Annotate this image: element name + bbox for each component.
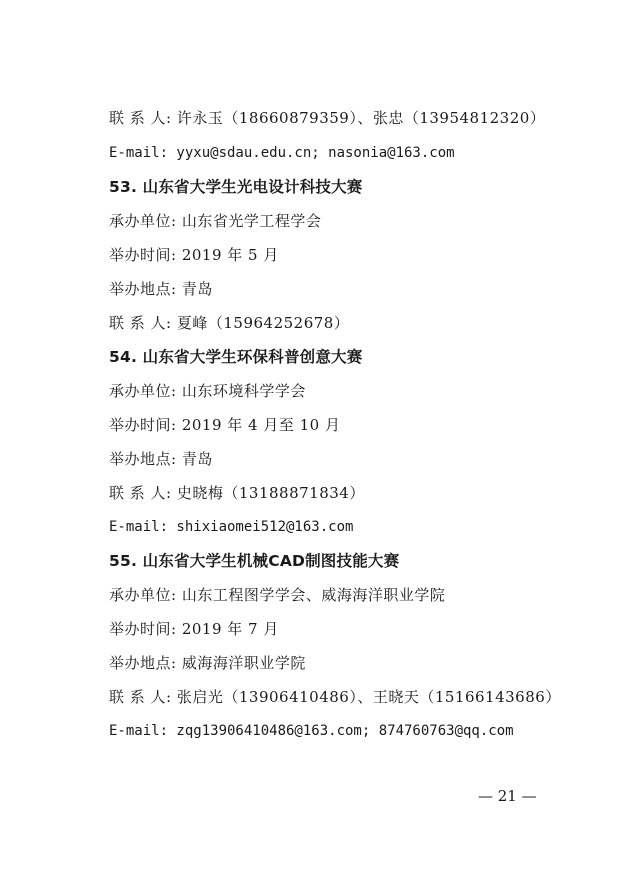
contact-line: 联 系 人: 夏峰（15964252678） <box>109 314 350 332</box>
organizer-line: 承办单位: 山东省光学工程学会 <box>109 212 322 230</box>
contact-line: 联 系 人: 史晓梅（13188871834） <box>109 484 365 502</box>
time-line: 举办时间: 2019 年 7 月 <box>109 620 279 638</box>
organizer-line: 承办单位: 山东环境科学学会 <box>109 382 306 400</box>
location-line: 举办地点: 威海海洋职业学院 <box>109 654 306 672</box>
location-line: 举办地点: 青岛 <box>109 450 213 468</box>
email-line: E-mail: yyxu@sdau.edu.cn; nasonia@163.com <box>109 145 455 161</box>
email-line: E-mail: zqg13906410486@163.com; 874760763@qq.com <box>109 723 514 739</box>
time-line: 举办时间: 2019 年 4 月至 10 月 <box>109 416 341 434</box>
location-line: 举办地点: 青岛 <box>109 280 213 298</box>
section-heading-55: 55. 山东省大学生机械CAD制图技能大赛 <box>109 552 400 570</box>
page-number: — 21 — <box>478 787 537 805</box>
contact-line: 联 系 人: 许永玉（18660879359）、张忠（13954812320） <box>109 109 546 127</box>
organizer-line: 承办单位: 山东工程图学学会、威海海洋职业学院 <box>109 586 446 604</box>
section-heading-54: 54. 山东省大学生环保科普创意大赛 <box>109 348 363 366</box>
contact-line: 联 系 人: 张启光（13906410486）、王晓天（15166143686） <box>109 688 561 706</box>
time-line: 举办时间: 2019 年 5 月 <box>109 246 279 264</box>
section-heading-53: 53. 山东省大学生光电设计科技大赛 <box>109 178 363 196</box>
email-line: E-mail: shixiaomei512@163.com <box>109 519 354 535</box>
